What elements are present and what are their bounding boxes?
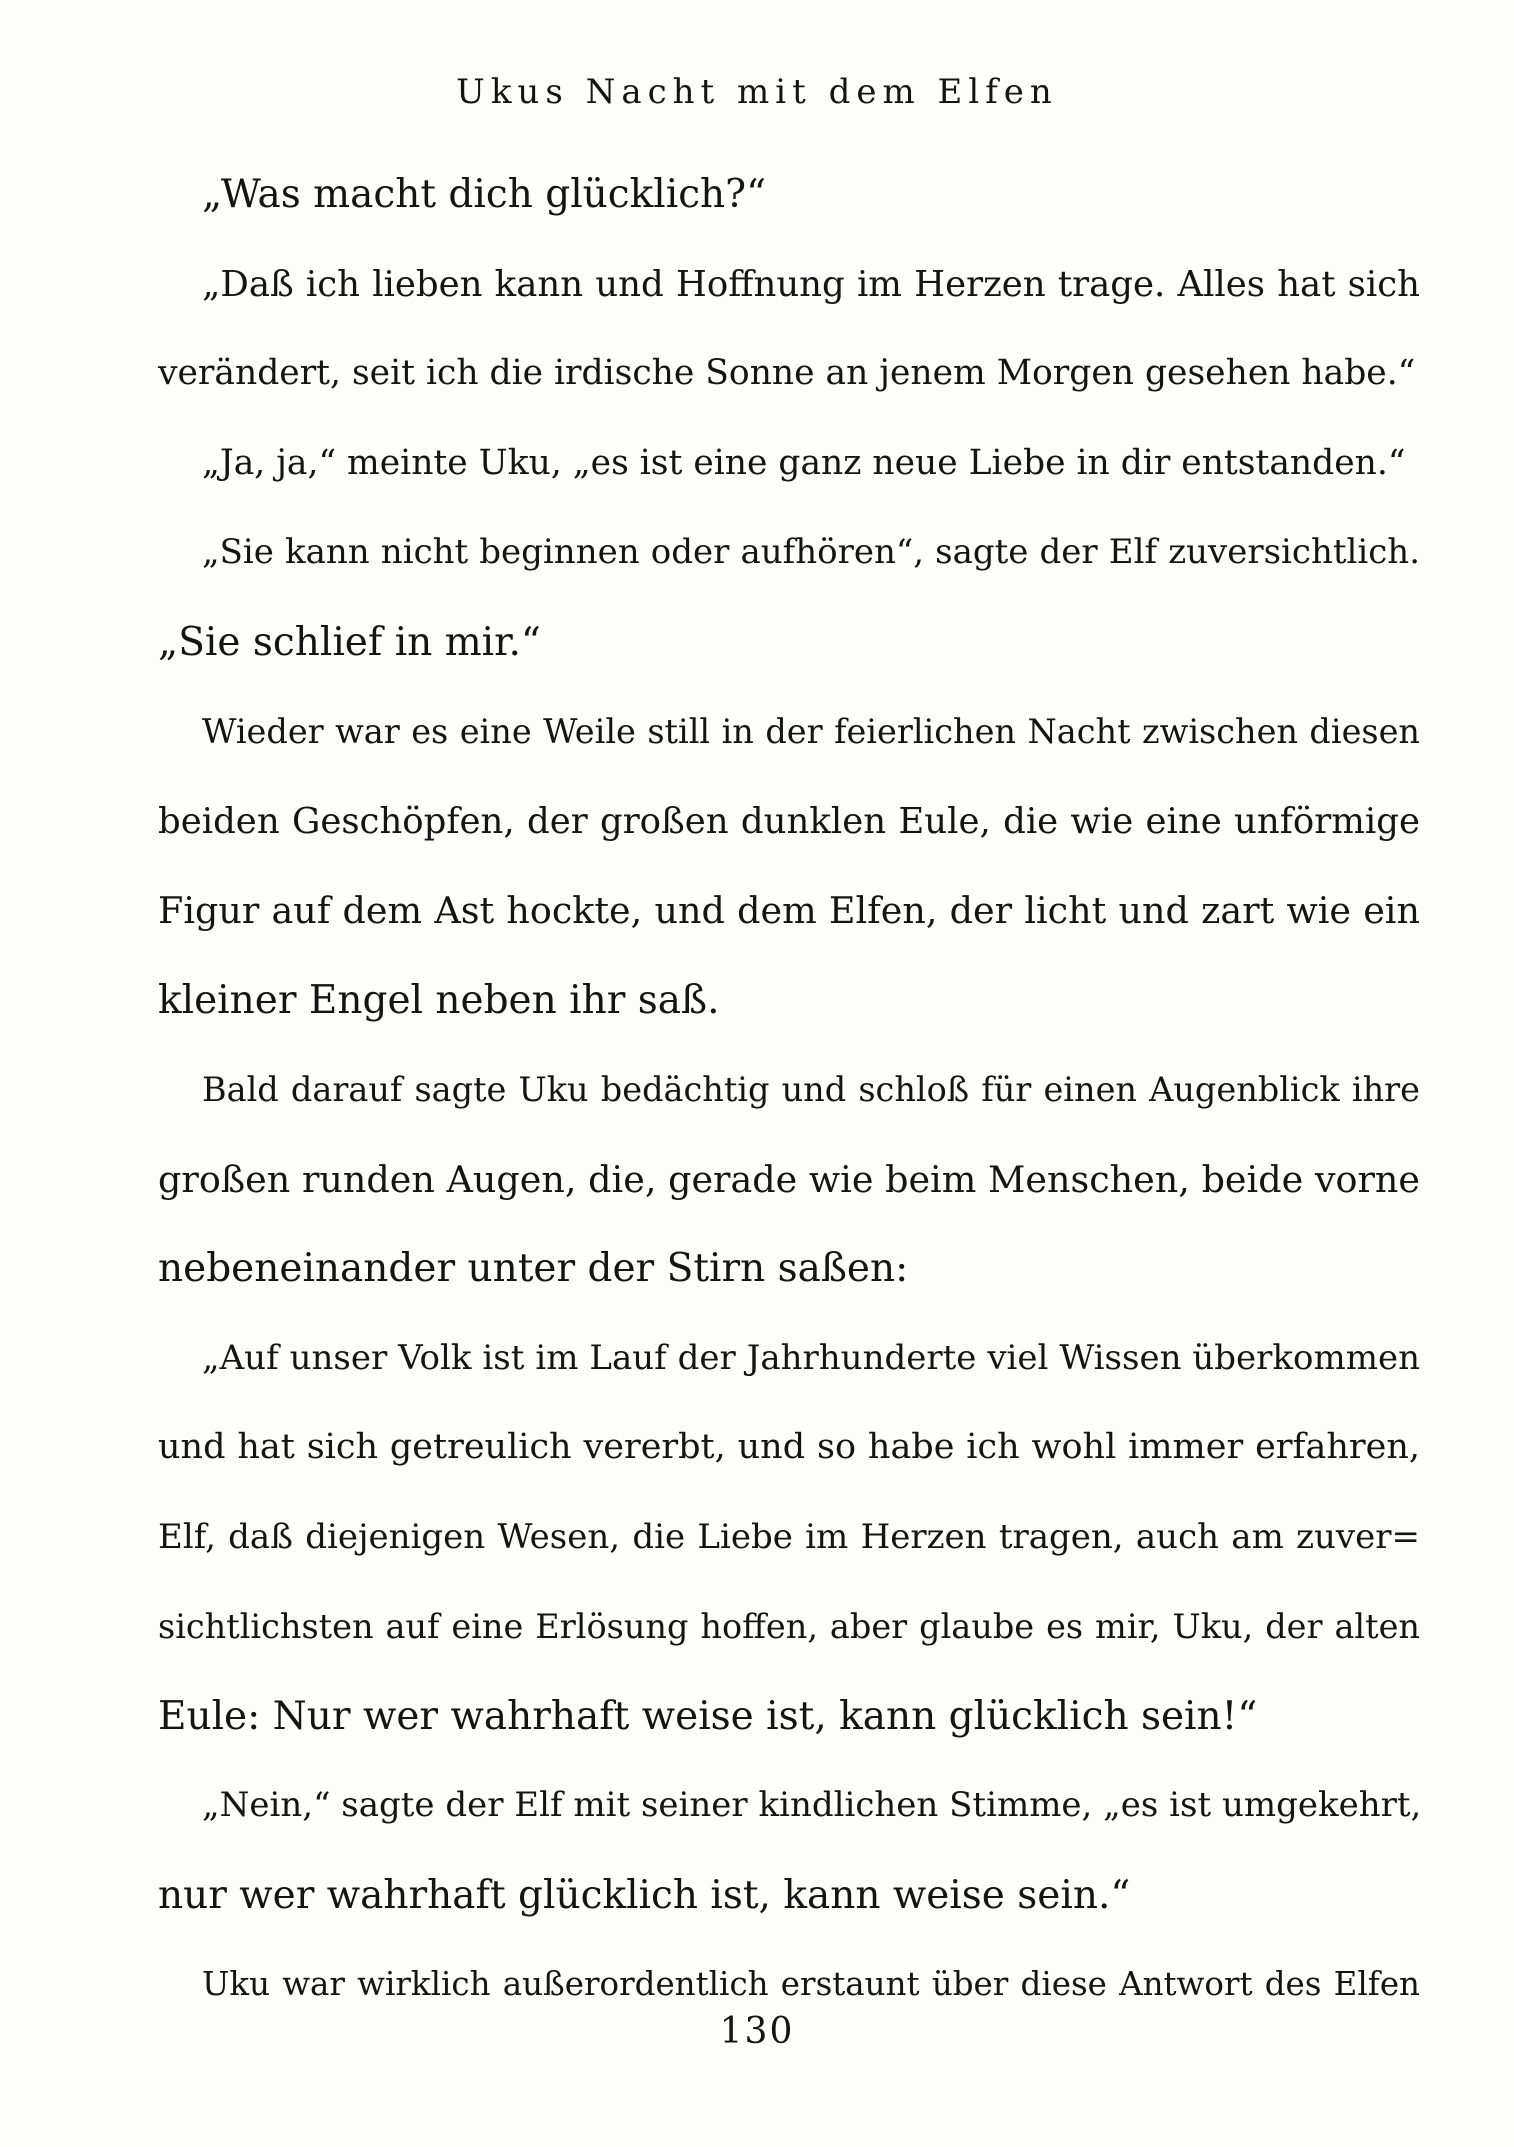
text-line: Uku war wirklich außerordentlich erstaunt über diese Antwort des Elfen: [202, 1965, 1420, 2003]
text-line: sichtlichsten auf eine Erlösung hoffen, aber glaube es mir, Uku, der alten: [158, 1607, 1420, 1646]
text-line: „Ja, ja,“ meinte Uku, „es ist eine ganz neue Liebe in dir entstanden.“: [202, 442, 1406, 483]
running-head: Ukus Nacht mit dem Elfen: [456, 72, 1058, 112]
text-line: und hat sich getreulich vererbt, und so habe ich wohl immer erfahren,: [158, 1427, 1420, 1467]
text-line: Figur auf dem Ast hockte, und dem Elfen, der licht und zart wie ein: [158, 889, 1420, 932]
text-line: Wieder war es eine Weile still in der feierlichen Nacht zwischen diesen: [202, 712, 1420, 751]
text-line: Bald darauf sagte Uku bedächtig und schloß für einen Augenblick ihre: [202, 1070, 1420, 1109]
body-text: [158, 150, 1420, 2030]
page-number: 130: [719, 2011, 795, 2052]
text-line: verändert, seit ich die irdische Sonne an jenem Morgen gesehen habe.“: [158, 353, 1416, 393]
text-line: großen runden Augen, die, gerade wie beim Menschen, beide vorne: [158, 1157, 1420, 1201]
text-line: „Daß ich lieben kann und Hoffnung im Herzen trage. Alles hat sich: [202, 263, 1420, 305]
text-line: „Was macht dich glücklich?“: [202, 172, 767, 217]
text-line: nur wer wahrhaft glücklich ist, kann weise sein.“: [158, 1872, 1131, 1918]
text-line: kleiner Engel neben ihr saß.: [158, 977, 720, 1023]
text-line: „Sie schlief in mir.“: [158, 619, 541, 665]
text-line: nebeneinander unter der Stirn saßen:: [158, 1246, 909, 1291]
text-line: Eule: Nur wer wahrhaft weise ist, kann glücklich sein!“: [158, 1693, 1258, 1739]
text-line: „Nein,“ sagte der Elf mit seiner kindlichen Stimme, „es ist umgekehrt,: [202, 1785, 1422, 1825]
text-line: beiden Geschöpfen, der großen dunklen Eule, die wie eine unförmige: [158, 800, 1420, 842]
text-line: „Sie kann nicht beginnen oder aufhören“, sagte der Elf zuversichtlich.: [202, 532, 1420, 572]
text-line: Elf, daß diejenigen Wesen, die Liebe im Herzen tragen, auch am zuver=: [158, 1516, 1420, 1557]
text-line: „Auf unser Volk ist im Lauf der Jahrhunderte viel Wissen überkommen: [202, 1337, 1420, 1378]
